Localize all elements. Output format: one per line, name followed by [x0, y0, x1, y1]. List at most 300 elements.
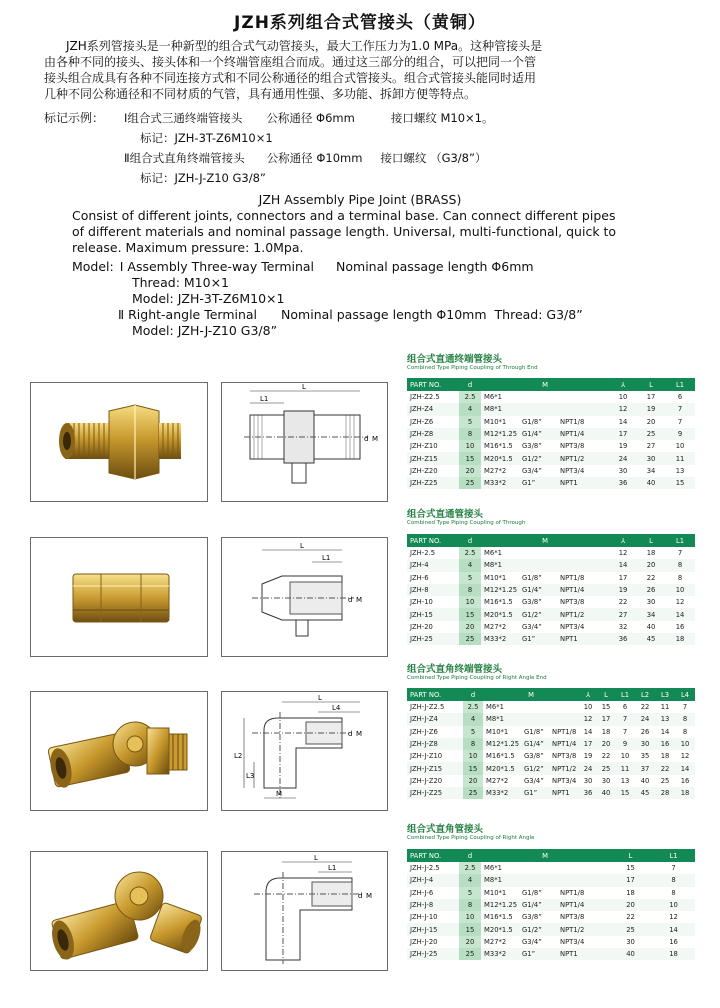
- table-cell: 25: [463, 787, 483, 799]
- table-cell: 10: [652, 899, 695, 911]
- table-cell: M6*1: [484, 393, 502, 402]
- table-cell: 26: [640, 727, 650, 736]
- table-cell: M33*2: [481, 633, 519, 645]
- column-header: PART NO.: [407, 378, 459, 391]
- dim-l2: L2: [234, 752, 243, 760]
- photo-elbow-terminal: [30, 691, 208, 811]
- table-cell: NPT1/8: [560, 573, 585, 582]
- straight-union-icon: [31, 383, 207, 501]
- table-cell: NPT1/4: [557, 428, 609, 440]
- table-cell: 14: [583, 727, 593, 736]
- column-header: L1: [665, 534, 695, 547]
- spec-table-1: [407, 378, 695, 489]
- model-item1-name: Ⅰ Assembly Three-way Terminal: [119, 259, 315, 274]
- table-cell: JZH-25: [407, 633, 459, 645]
- table-cell: 18: [675, 787, 695, 799]
- table-cell: 10: [583, 703, 593, 712]
- model-item2-thread: Thread: G3/8”: [494, 307, 583, 322]
- table-row: [407, 633, 695, 645]
- table-row: [407, 465, 695, 477]
- hex-coupling-icon: [31, 538, 207, 656]
- page-title: JZH系列组合式管接头（黄铜）: [234, 13, 486, 33]
- table-cell: 22: [655, 762, 675, 774]
- table-cell: 11: [660, 703, 670, 712]
- table-cell: 30: [635, 738, 655, 750]
- table-cell: JZH-4: [407, 559, 459, 571]
- table-cell: JZH-J-4: [407, 874, 459, 886]
- table-cell: 20: [459, 621, 481, 633]
- en-title: JZH Assembly Pipe Joint (BRASS): [258, 192, 462, 207]
- intro-en-line: Consist of different joints, connectors and a terminal base. Can connect different pipes: [72, 208, 616, 223]
- table-cell: M8*1: [481, 403, 519, 415]
- example-item2-thread: 接口螺纹 （G3/8”）: [380, 151, 487, 165]
- table-cell: 22: [646, 573, 656, 582]
- table-cell: NPT1: [549, 787, 579, 799]
- table-cell: 45: [635, 787, 655, 799]
- table-cell: NPT1/4: [557, 584, 609, 596]
- table-cell: 8: [665, 559, 695, 571]
- table-cell: 34: [646, 466, 656, 475]
- table-row: [407, 874, 695, 886]
- table-cell: 7: [615, 713, 635, 725]
- table-cell: M33*2: [481, 477, 519, 489]
- table-cell: M16*1.5: [484, 913, 513, 922]
- table-cell: [519, 862, 557, 874]
- table-cell: 24: [579, 762, 597, 774]
- straight-terminal-drawing-icon: [222, 383, 387, 501]
- intro-en-line: release. Maximum pressure: 1.0Mpa.: [72, 240, 304, 255]
- table-row: [407, 596, 695, 608]
- table-cell: JZH-Z25: [407, 477, 459, 489]
- dim-m: M: [372, 435, 379, 443]
- table-cell: M33*2: [481, 948, 519, 960]
- column-header: ⅄: [579, 688, 597, 701]
- column-header: PART NO.: [407, 534, 459, 547]
- table-row: [407, 547, 695, 559]
- table-cell: G1/4”: [521, 738, 549, 750]
- table-cell: 20: [609, 899, 652, 911]
- table-cell: M6*1: [484, 549, 502, 558]
- dim-l1: L1: [260, 395, 269, 403]
- table-cell: 4: [459, 874, 481, 886]
- table-cell: M12*1.25: [483, 738, 521, 750]
- table-row: [407, 948, 695, 960]
- table-cell: 13: [675, 466, 685, 475]
- section-title-en: Combined Type Piping Coupling of Through End: [407, 365, 538, 371]
- section-title-cn: 组合式直角终端管接头: [407, 664, 503, 675]
- table-cell: NPT1: [557, 948, 609, 960]
- photo-straight-union: [30, 382, 208, 502]
- table-cell: [557, 559, 609, 571]
- elbow-terminal-icon: [31, 692, 207, 810]
- table-cell: 35: [640, 752, 650, 761]
- table-cell: 22: [601, 752, 611, 761]
- spec-table-2: [407, 534, 695, 645]
- table-cell: 2.5: [463, 701, 483, 713]
- table-cell: 8: [671, 888, 676, 897]
- table-cell: G1”: [519, 477, 557, 489]
- table-cell: JZH-Z15: [407, 452, 459, 464]
- table-cell: 8: [463, 738, 483, 750]
- table-cell: JZH-J-Z20: [410, 776, 443, 785]
- column-header: M: [483, 688, 579, 701]
- table-cell: JZH-Z4: [407, 403, 459, 415]
- table-cell: 15: [601, 703, 611, 712]
- table-cell: 6: [622, 703, 628, 712]
- column-header: d: [459, 534, 481, 547]
- column-header: L: [597, 688, 615, 701]
- table-cell: NPT1/8: [560, 888, 585, 897]
- table-cell: 14: [652, 923, 695, 935]
- table-cell: M16*1.5: [486, 752, 515, 761]
- section-4-title: [407, 824, 534, 842]
- table-cell: G1”: [519, 948, 557, 960]
- table-cell: 30: [583, 776, 593, 785]
- table-cell: 5: [459, 572, 481, 584]
- table-cell: 15: [459, 608, 481, 620]
- table-cell: 37: [635, 762, 655, 774]
- table-cell: JZH-J-8: [407, 899, 459, 911]
- example-item2-name: Ⅱ组合式直角终端管接头: [124, 151, 245, 165]
- table-cell: JZH-20: [410, 622, 433, 631]
- example-item1-name: Ⅰ组合式三通终端管接头: [124, 111, 243, 125]
- table-cell: 18: [646, 549, 656, 558]
- table-row: [407, 621, 695, 633]
- table-cell: 25: [597, 762, 615, 774]
- table-cell: [519, 391, 557, 403]
- table-cell: M12*1.25: [481, 899, 519, 911]
- table-cell: 8: [459, 899, 481, 911]
- column-header: d: [463, 688, 483, 701]
- table-cell: 10: [675, 442, 685, 451]
- table-cell: JZH-Z6: [410, 417, 434, 426]
- table-cell: JZH-J-Z4: [407, 713, 463, 725]
- column-header: ⅄: [609, 378, 637, 391]
- table-row: [407, 572, 695, 584]
- dim-l3: L3: [246, 772, 255, 780]
- table-row: [407, 862, 695, 874]
- section-2-title: [407, 509, 525, 527]
- intro-cn-line: 几种不同公称通径和不同材质的气管，具有通用性强、多功能、拆卸方便等特点。: [44, 87, 477, 101]
- table-row: [407, 713, 695, 725]
- table-cell: M27*2: [484, 622, 507, 631]
- table-cell: NPT1/2: [549, 762, 579, 774]
- table-cell: 14: [675, 762, 695, 774]
- table-cell: 17: [646, 393, 656, 402]
- table-cell: JZH-Z2.5: [410, 393, 440, 402]
- table-cell: 16: [680, 776, 690, 785]
- table-cell: JZH-J-6: [410, 888, 434, 897]
- table-cell: JZH-J-20: [410, 937, 438, 946]
- column-header: d: [459, 849, 481, 862]
- table-cell: 45: [637, 633, 665, 645]
- table-cell: NPT3/8: [552, 752, 577, 761]
- table-cell: 25: [459, 948, 481, 960]
- table-cell: 9: [615, 738, 635, 750]
- dim-l4: L4: [332, 704, 341, 712]
- table-cell: 30: [646, 598, 656, 607]
- table-cell: G1”: [521, 787, 549, 799]
- table-cell: NPT3/8: [560, 598, 585, 607]
- table-cell: JZH-J-Z10: [410, 752, 443, 761]
- column-header: M: [481, 534, 609, 547]
- example-item2-bore: 公称通径 Φ10mm: [266, 151, 363, 165]
- table-cell: JZH-J-Z6: [410, 727, 438, 736]
- dim-m: M: [276, 790, 283, 798]
- table-cell: 10: [463, 750, 483, 762]
- table-cell: 8: [652, 874, 695, 886]
- dim-d: d: [348, 596, 353, 604]
- table-cell: 25: [459, 633, 481, 645]
- table-row: [407, 428, 695, 440]
- column-header: L4: [675, 688, 695, 701]
- table-cell: JZH-Z10: [410, 442, 438, 451]
- table-row: [407, 477, 695, 489]
- table-cell: 10: [459, 596, 481, 608]
- table-cell: 7: [665, 403, 695, 415]
- table-cell: M20*1.5: [483, 762, 521, 774]
- dim-d: d: [358, 892, 363, 900]
- column-header: L1: [615, 688, 635, 701]
- table-cell: G3/8”: [522, 913, 542, 922]
- table-cell: [549, 713, 579, 725]
- table-cell: 5: [459, 887, 481, 899]
- table-cell: 27: [646, 442, 656, 451]
- table-cell: G3/8”: [522, 598, 542, 607]
- table-cell: 10: [665, 584, 695, 596]
- intro-cn-line: 由各种不同的接头、接头体和一个终端管座组合而成。通过这三部分的组合，可以把同一个管: [44, 55, 537, 69]
- table-cell: M27*2: [484, 937, 507, 946]
- table-cell: M8*1: [481, 559, 519, 571]
- table-cell: M10*1: [484, 573, 507, 582]
- table-cell: 20: [459, 465, 481, 477]
- elbow-terminal-drawing-icon: [222, 692, 387, 810]
- table-cell: NPT3/4: [560, 466, 585, 475]
- dim-l: L: [300, 542, 304, 550]
- table-row: [407, 726, 695, 738]
- table-cell: 15: [626, 864, 635, 873]
- table-cell: 25: [637, 428, 665, 440]
- table-cell: 9: [665, 428, 695, 440]
- intro-cn-line: 接头组合成具有各种不同连接方式和不同公称通径的组合式管接头。组合式管接头能同时适用: [44, 71, 537, 85]
- table-cell: 15: [665, 477, 695, 489]
- table-header-row: [407, 688, 695, 701]
- dim-l1: L1: [322, 554, 331, 562]
- table-cell: 7: [671, 864, 676, 873]
- column-header: PART NO.: [407, 688, 463, 701]
- table-cell: 28: [655, 787, 675, 799]
- table-cell: 25: [609, 923, 652, 935]
- example-item1-bore: 公称通径 Φ6mm: [266, 111, 355, 125]
- table-cell: 7: [677, 417, 683, 426]
- column-header: L: [609, 849, 652, 862]
- column-header: d: [459, 378, 481, 391]
- table-cell: 17: [597, 713, 615, 725]
- table-cell: M8*1: [483, 713, 521, 725]
- table-cell: 4: [459, 403, 481, 415]
- table-cell: 17: [609, 874, 652, 886]
- table-cell: 40: [597, 787, 615, 799]
- section-title-cn: 组合式直角管接头: [407, 824, 484, 835]
- table-cell: NPT3/8: [560, 442, 585, 451]
- table-cell: G1/2”: [521, 762, 549, 774]
- table-cell: 8: [677, 573, 683, 582]
- table-cell: 22: [618, 598, 628, 607]
- table-cell: JZH-2.5: [410, 549, 436, 558]
- section-3-title: [407, 664, 547, 682]
- table-row: [407, 440, 695, 452]
- dim-l: L: [302, 383, 306, 391]
- drawing-elbow-coupling: [221, 851, 388, 971]
- table-cell: 22: [640, 703, 650, 712]
- table-cell: 25: [660, 776, 670, 785]
- section-title-cn: 组合式直通终端管接头: [407, 354, 503, 365]
- table-cell: [557, 547, 609, 559]
- table-cell: 13: [655, 713, 675, 725]
- section-title-cn: 组合式直通管接头: [407, 509, 484, 520]
- table-cell: M20*1.5: [481, 452, 519, 464]
- column-header: L1: [652, 849, 695, 862]
- table-cell: 24: [635, 713, 655, 725]
- table-cell: M27*2: [486, 776, 509, 785]
- table-cell: [557, 391, 609, 403]
- table-cell: G1/4”: [519, 428, 557, 440]
- table-cell: M12*1.25: [481, 584, 519, 596]
- table-cell: M20*1.5: [481, 923, 519, 935]
- table-cell: M10*1: [484, 417, 507, 426]
- table-cell: 12: [669, 913, 678, 922]
- table-header-row: [407, 378, 695, 391]
- table-cell: 12: [618, 549, 628, 558]
- table-cell: G1/8”: [522, 573, 542, 582]
- column-header: M: [481, 378, 609, 391]
- table-cell: 16: [655, 738, 675, 750]
- column-header: L1: [665, 378, 695, 391]
- table-cell: 11: [665, 452, 695, 464]
- table-cell: 14: [665, 608, 695, 620]
- column-header: PART NO.: [407, 849, 459, 862]
- table-cell: JZH-J-25: [407, 948, 459, 960]
- table-cell: G1/8”: [522, 417, 542, 426]
- table-cell: 5: [463, 726, 483, 738]
- table-cell: M16*1.5: [484, 598, 513, 607]
- table-cell: 18: [665, 633, 695, 645]
- table-cell: 32: [618, 622, 628, 631]
- table-cell: NPT1/2: [557, 923, 609, 935]
- intro-cn: [44, 38, 684, 102]
- table-cell: [519, 559, 557, 571]
- table-cell: M12*1.25: [481, 428, 519, 440]
- table-cell: NPT3/4: [552, 776, 577, 785]
- table-cell: 19: [609, 584, 637, 596]
- table-row: [407, 391, 695, 403]
- table-cell: G1”: [519, 633, 557, 645]
- table-cell: NPT1: [557, 633, 609, 645]
- table-cell: 12: [579, 713, 597, 725]
- table-cell: 10: [620, 752, 630, 761]
- example-label: 标记示例：: [44, 111, 105, 125]
- column-header: L: [637, 534, 665, 547]
- model-item1-thread: Thread: M10×1: [132, 275, 230, 290]
- table-cell: NPT1/4: [557, 899, 609, 911]
- table-header-row: [407, 534, 695, 547]
- table-cell: 6: [677, 393, 683, 402]
- dim-d: d: [364, 435, 369, 443]
- table-cell: NPT1: [557, 477, 609, 489]
- intro-en-line: of different materials and nominal passage length. Universal, multi-functional, quick to: [72, 224, 617, 239]
- table-cell: G3/8”: [524, 752, 544, 761]
- table-cell: 14: [609, 559, 637, 571]
- dim-m: M: [356, 730, 363, 738]
- example-item1-thread: 接口螺纹 M10×1。: [390, 111, 494, 125]
- table-cell: 19: [618, 442, 628, 451]
- straight-coupling-drawing-icon: [222, 538, 387, 656]
- table-cell: 15: [615, 787, 635, 799]
- table-cell: 20: [597, 738, 615, 750]
- example-item1-mark: 标记：JZH-3T-Z6M10×1: [140, 131, 273, 145]
- table-cell: 10: [618, 393, 628, 402]
- table-cell: [549, 701, 579, 713]
- table-cell: [519, 403, 557, 415]
- table-cell: 12: [609, 403, 637, 415]
- drawing-straight-terminal: [221, 382, 388, 502]
- table-cell: JZH-10: [410, 598, 433, 607]
- table-row: [407, 923, 695, 935]
- column-header: ⅄: [609, 534, 637, 547]
- table-cell: 16: [675, 622, 685, 631]
- table-cell: 40: [609, 948, 652, 960]
- table-cell: JZH-6: [410, 573, 429, 582]
- table-cell: 22: [626, 913, 635, 922]
- table-cell: NPT1/8: [552, 727, 577, 736]
- table-cell: G1/4”: [519, 584, 557, 596]
- model-label: Model:: [72, 259, 114, 274]
- table-cell: 10: [459, 911, 481, 923]
- photo-elbow-coupling: [30, 851, 208, 971]
- table-cell: NPT1/8: [560, 417, 585, 426]
- table-row: [407, 936, 695, 948]
- dim-l: L: [314, 854, 318, 862]
- model-item2-model: Model: JZH-J-Z10 G3/8”: [132, 323, 278, 338]
- table-cell: M16*1.5: [484, 442, 513, 451]
- table-header-row: [407, 849, 695, 862]
- table-row: [407, 911, 695, 923]
- table-row: [407, 750, 695, 762]
- table-cell: 36: [579, 787, 597, 799]
- table-cell: 17: [618, 573, 628, 582]
- table-cell: 17: [579, 738, 597, 750]
- table-cell: G3/4”: [522, 937, 542, 946]
- example-item2-mark: 标记：JZH-J-Z10 G3/8”: [140, 171, 266, 185]
- section-title-en: Combined Type Piping Coupling of Right Angle End: [407, 675, 547, 681]
- table-row: [407, 775, 695, 787]
- dim-l1: L1: [328, 864, 337, 872]
- model-item1-bore: Nominal passage length Φ6mm: [336, 259, 534, 274]
- table-cell: 18: [626, 888, 635, 897]
- table-cell: 18: [601, 727, 611, 736]
- table-cell: 7: [622, 727, 628, 736]
- table-cell: M10*1: [486, 727, 509, 736]
- table-cell: [521, 713, 549, 725]
- table-cell: M8*1: [481, 874, 519, 886]
- table-cell: G3/4”: [522, 622, 542, 631]
- table-cell: 5: [459, 416, 481, 428]
- table-cell: NPT1/4: [549, 738, 579, 750]
- table-cell: JZH-Z8: [407, 428, 459, 440]
- model-item1-model: Model: JZH-3T-Z6M10×1: [132, 291, 285, 306]
- table-cell: JZH-J-Z25: [407, 787, 463, 799]
- table-cell: 12: [680, 752, 690, 761]
